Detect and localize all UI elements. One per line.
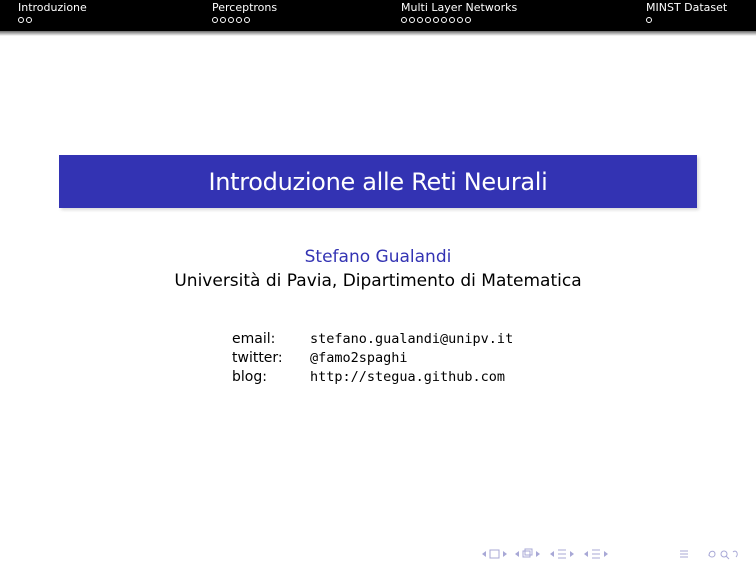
title-banner	[59, 155, 697, 208]
nav-section-title[interactable]: Perceptrons	[212, 1, 278, 14]
beamer-navigation-symbols	[480, 546, 745, 562]
nav-frame-dot[interactable]	[417, 17, 423, 23]
nav-frame-dot[interactable]	[220, 17, 226, 23]
nav-section-icon[interactable]	[550, 550, 574, 558]
contact-row	[232, 348, 513, 367]
nav-section-title[interactable]: Multi Layer Networks	[401, 1, 518, 14]
slide-title: Introduzione alle Reti Neurali	[208, 167, 548, 196]
nav-frame-dot[interactable]	[425, 17, 431, 23]
contact-row	[232, 367, 513, 386]
contact-table	[232, 329, 513, 386]
nav-frame-dot[interactable]	[18, 17, 24, 23]
nav-subsection-icon[interactable]	[515, 549, 540, 557]
nav-search-icon[interactable]	[709, 551, 737, 559]
contact-value: http://stegua.github.com	[310, 368, 506, 385]
nav-frame-dot[interactable]	[457, 17, 463, 23]
nav-frame-dot[interactable]	[244, 17, 250, 23]
nav-frame-dot[interactable]	[236, 17, 242, 23]
nav-align-icon[interactable]	[680, 551, 688, 557]
nav-section-multi-layer-networks[interactable]	[401, 1, 517, 31]
section-navigation-bar	[0, 0, 756, 31]
nav-section-dots	[401, 17, 517, 23]
nav-frame-dot[interactable]	[449, 17, 455, 23]
nav-section-title[interactable]: Introduzione	[18, 1, 87, 14]
nav-frame-dot[interactable]	[401, 17, 407, 23]
contact-value: stefano.gualandi@unipv.it	[310, 330, 514, 347]
contact-row	[232, 329, 513, 348]
nav-bar-shadow	[0, 31, 756, 36]
contact-label: email:	[232, 330, 276, 347]
nav-section-minst-dataset[interactable]	[646, 1, 727, 31]
nav-frame-icon[interactable]	[482, 550, 507, 558]
nav-section-perceptrons[interactable]	[212, 1, 277, 31]
nav-document-icon[interactable]	[584, 550, 608, 558]
nav-frame-dot[interactable]	[433, 17, 439, 23]
nav-frame-dot[interactable]	[465, 17, 471, 23]
nav-section-dots	[18, 17, 87, 23]
author-name: Stefano Gualandi	[304, 247, 452, 267]
nav-frame-dot[interactable]	[409, 17, 415, 23]
contact-label: blog:	[232, 368, 267, 385]
nav-section-title[interactable]: MINST Dataset	[646, 1, 728, 14]
contact-label: twitter:	[232, 349, 283, 366]
nav-frame-dot[interactable]	[228, 17, 234, 23]
nav-section-dots	[646, 17, 727, 23]
nav-section-introduzione[interactable]	[18, 1, 87, 31]
contact-value: @famo2spaghi	[310, 349, 408, 366]
nav-frame-dot[interactable]	[646, 17, 652, 23]
nav-frame-dot[interactable]	[441, 17, 447, 23]
nav-frame-dot[interactable]	[26, 17, 32, 23]
institute-name: Università di Pavia, Dipartimento di Matematica	[174, 271, 582, 291]
nav-frame-dot[interactable]	[212, 17, 218, 23]
nav-section-dots	[212, 17, 277, 23]
